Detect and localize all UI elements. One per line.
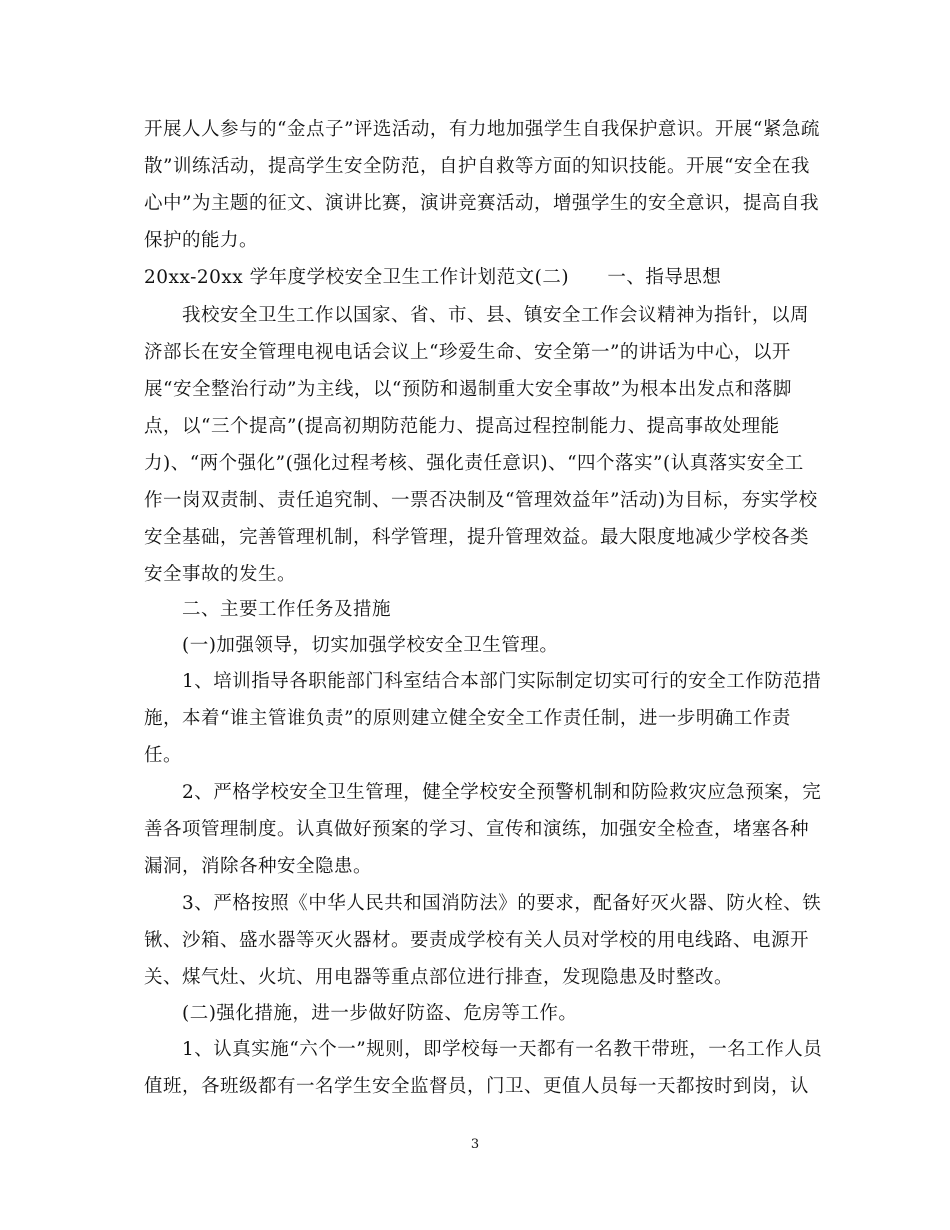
text-line: 开展人人参与的“金点子”评选活动，有力地加强学生自我保护意识。开展“紧急疏 xyxy=(144,119,820,140)
text-line: 善各项管理制度。认真做好预案的学习、宣传和演练，加强安全检查，堵塞各种 xyxy=(144,819,810,840)
section-heading: 20xx-20xx 学年度学校安全卫生工作计划范文(二) 一、指导思想 xyxy=(144,267,722,288)
text-line: 保护的能力。 xyxy=(144,230,259,251)
text-line: 任。 xyxy=(144,745,183,766)
text-line: 安全基础，完善管理机制，科学管理，提升管理效益。最大限度地减少学校各类 xyxy=(144,527,810,548)
text-line: 施，本着“谁主管谁负责”的原则建立健全安全工作责任制，进一步明确工作责 xyxy=(144,708,791,729)
text-line: 心中”为主题的征文、演讲比赛，演讲竞赛活动，增强学生的安全意识，提高自我 xyxy=(144,193,819,214)
text-line: 锹、沙箱、盛水器等灭火器材。要责成学校有关人员对学校的用电线路、电源开 xyxy=(144,930,810,951)
subheading-strengthen-leadership: (一)加强领导，切实加强学校安全卫生管理。 xyxy=(182,635,559,656)
subheading-strengthen-measures: (二)强化措施，进一步做好防盗、危房等工作。 xyxy=(182,1003,578,1024)
text-line: 济部长在安全管理电视电话会议上“珍爱生命、安全第一”的讲话为中心，以开 xyxy=(144,342,791,363)
text-line: 作一岗双责制、责任追究制、一票否决制及“管理效益年”活动)为目标，夯实学校 xyxy=(144,490,818,511)
text-line: 我校安全卫生工作以国家、省、市、县、镇安全工作会议精神为指针，以周 xyxy=(182,305,810,326)
text-line: 关、煤气灶、火坑、用电器等重点部位进行排查，发现隐患及时整改。 xyxy=(144,967,734,988)
text-line: 漏洞，消除各种安全隐患。 xyxy=(144,856,373,877)
text-line: 散”训练活动，提高学生安全防范，自护自救等方面的知识技能。开展“安全在我 xyxy=(144,156,810,177)
heading-main-tasks: 二、主要工作任务及措施 xyxy=(182,599,392,620)
text-line: 安全事故的发生。 xyxy=(144,564,297,585)
text-line: 1、认真实施“六个一”规则，即学校每一天都有一名教干带班，一名工作人员 xyxy=(182,1039,823,1060)
text-line: 值班，各班级都有一名学生安全监督员，门卫、更值人员每一天都按时到岗，认 xyxy=(144,1076,810,1097)
page-number: 3 xyxy=(470,1137,480,1152)
text-line: 3、严格按照《中华人民共和国消防法》的要求，配备好灭火器、防火栓、铁 xyxy=(182,893,822,914)
text-line: 点，以“三个提高”(提高初期防范能力、提高过程控制能力、提高事故处理能 xyxy=(144,416,780,437)
text-line: 2、严格学校安全卫生管理，健全学校安全预警机制和防险救灾应急预案，完 xyxy=(182,782,822,803)
text-line: 1、培训指导各职能部门科室结合本部门实际制定切实可行的安全工作防范措 xyxy=(182,671,822,692)
text-line: 力)、“两个强化”(强化过程考核、强化责任意识)、“四个落实”(认真落实安全工 xyxy=(144,453,804,474)
text-line: 展“安全整治行动”为主线，以“预防和遏制重大安全事故”为根本出发点和落脚 xyxy=(144,379,792,400)
